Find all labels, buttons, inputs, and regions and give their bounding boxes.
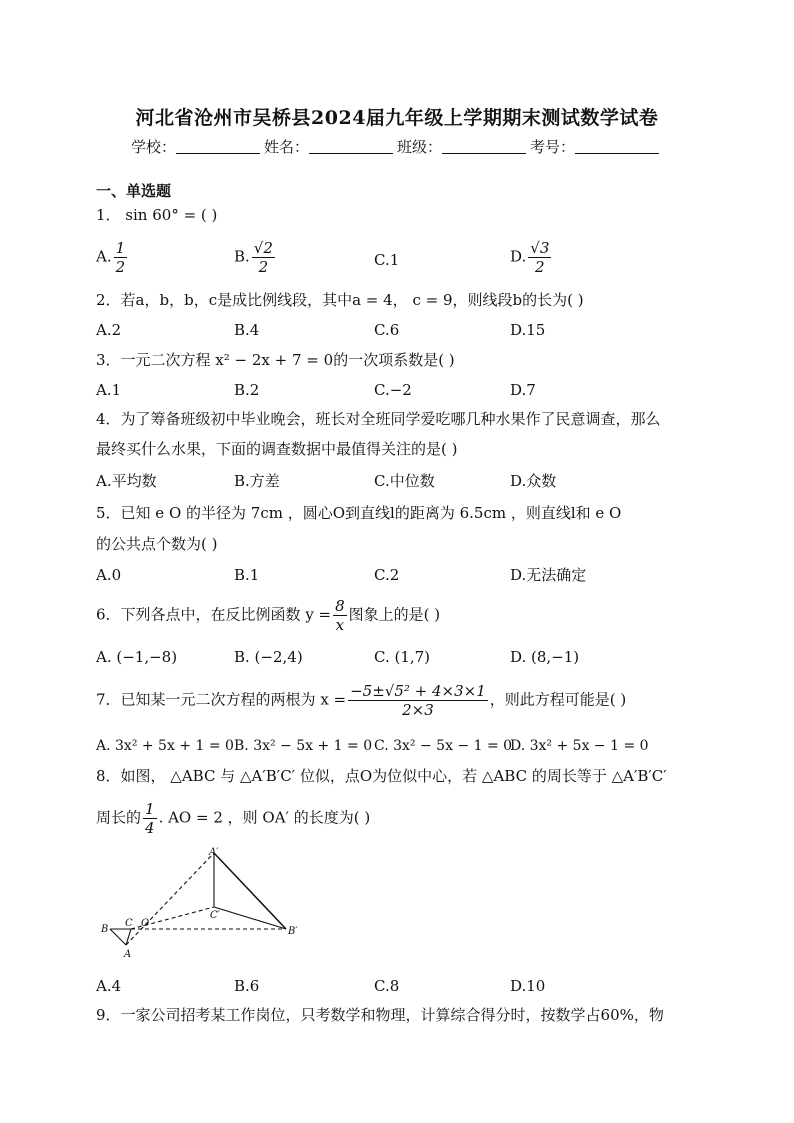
question-7-option-d: D. 3x² + 5x − 1 = 0	[510, 738, 649, 754]
fraction: $\frac{\text{−5±√5² + 4×3×1}}{2\times 3}$	[350, 682, 486, 719]
class-label: 班级：	[397, 138, 443, 156]
question-4-stem-line1: 4．为了筹备班级初中毕业晚会，班长对全班同学爱吃哪几种水果作了民意调查，那么	[96, 410, 661, 428]
question-3-stem: 3．一元二次方程 x² − 2x + 7 = 0的一次项系数是( )	[96, 351, 455, 369]
question-2-stem: 2．若a，b，b，c是成比例线段，其中a = 4， c = 9，则线段b的长为( )	[96, 291, 584, 309]
question-5-option-a: A.0	[96, 566, 122, 584]
question-5-stem-line1: 5．已知 e O 的半径为 7cm ，圆心O到直线l的距离为 6.5cm ，则直线l和 e O	[96, 504, 622, 522]
question-5-option-d: D.无法确定	[510, 566, 587, 584]
number-label: 考号：	[530, 138, 576, 156]
question-9-stem: 9．一家公司招考某工作岗位，只考数学和物理，计算综合得分时，按数学占60%，物	[96, 1006, 664, 1024]
question-5-option-c: C.2	[374, 566, 400, 584]
question-8-stem-line1: 8．如图， △ABC 与 △A′B′C′ 位似，点O为位似中心，若 △ABC 的周长等于 △A′B′C′	[96, 767, 667, 785]
section-heading: 一、单选题	[96, 182, 172, 200]
question-1-option-c: C.1	[374, 251, 400, 269]
question-5-option-b: B.1	[234, 566, 260, 584]
school-blank[interactable]	[176, 139, 260, 154]
question-2-option-a: A.2	[96, 321, 122, 339]
name-label: 姓名：	[263, 138, 309, 156]
label-a: A	[124, 949, 132, 960]
school-label: 学校：	[130, 138, 176, 156]
question-2-option-c: C.6	[374, 321, 400, 339]
edge-b-a	[110, 929, 126, 945]
number-blank[interactable]	[575, 139, 659, 154]
label-o: O	[141, 918, 150, 929]
label-c: C	[125, 918, 133, 929]
fraction: $\frac{√2}{2}$	[253, 239, 273, 276]
fraction: $\frac{1}{2}$	[115, 239, 126, 276]
question-3-option-c: C.−2	[374, 381, 412, 399]
question-1-option-a: A. $\frac{1}{2}$	[96, 239, 126, 276]
page-title: 河北省沧州市吴桥县2024届九年级上学期期末测试数学试卷	[135, 107, 659, 129]
name-blank[interactable]	[309, 139, 393, 154]
question-8-stem-line2: 周长的 $\frac{1}{4}$ . AO = 2 ，则 OA′ 的长度为( )	[96, 800, 371, 837]
fraction: $\frac{√3}{2}$	[530, 239, 550, 276]
question-1-stem: 1． sin 60° = ( )	[96, 206, 218, 224]
question-2-option-d: D.15	[510, 321, 546, 339]
question-3-option-a: A.1	[96, 381, 122, 399]
label-b: B	[101, 924, 109, 935]
question-6-option-d: D. (8,−1)	[510, 648, 580, 666]
question-4-option-d: D.众数	[510, 472, 557, 490]
question-7-stem: 7．已知某一元二次方程的两根为 x = $\frac{\text{−5±√5² + 4×3×1}}{2\times 3}$ ，则此方程可能是( )	[96, 682, 627, 719]
ray-a-a1	[126, 853, 214, 945]
question-6-option-b: B. (−2,4)	[234, 648, 303, 666]
question-7-option-b: B. 3x² − 5x + 1 = 0	[234, 738, 373, 754]
question-6-option-a: A. (−1,−8)	[96, 648, 178, 666]
question-1-option-b: B. $\frac{√2}{2}$	[234, 239, 273, 276]
question-7-option-a: A. 3x² + 5x + 1 = 0	[96, 738, 234, 754]
question-8-option-d: D.10	[510, 977, 546, 995]
fraction: $\frac{8}{x}$	[335, 597, 345, 634]
question-8-option-b: B.6	[234, 977, 260, 995]
question-2-option-b: B.4	[234, 321, 260, 339]
fraction: $\frac{1}{4}$	[145, 800, 155, 837]
student-info-row	[0, 136, 794, 157]
question-3-option-d: D.7	[510, 381, 536, 399]
question-4-stem-line2: 最终买什么水果，下面的调查数据中最值得关注的是( )	[96, 440, 458, 458]
question-6-stem: 6．下列各点中，在反比例函数 y = $\frac{8}{x}$ 图象上的是( )	[96, 597, 441, 634]
label-a-prime: A′	[209, 847, 219, 858]
question-8-option-c: C.8	[374, 977, 400, 995]
question-6-option-c: C. (1,7)	[374, 648, 431, 666]
question-7-option-c: C. 3x² − 5x − 1 = 0	[374, 738, 513, 754]
class-blank[interactable]	[442, 139, 526, 154]
question-8-option-a: A.4	[96, 977, 122, 995]
label-b-prime: B′	[288, 926, 298, 937]
question-4-option-a: A.平均数	[96, 472, 157, 490]
question-1-option-d: D. $\frac{√3}{2}$	[510, 239, 550, 276]
homothety-figure	[96, 845, 316, 965]
question-4-option-c: C.中位数	[374, 472, 435, 490]
question-3-option-b: B.2	[234, 381, 260, 399]
question-5-stem-line2: 的公共点个数为( )	[96, 535, 218, 553]
label-c-prime: C′	[210, 910, 220, 921]
question-4-option-b: B.方差	[234, 472, 280, 490]
